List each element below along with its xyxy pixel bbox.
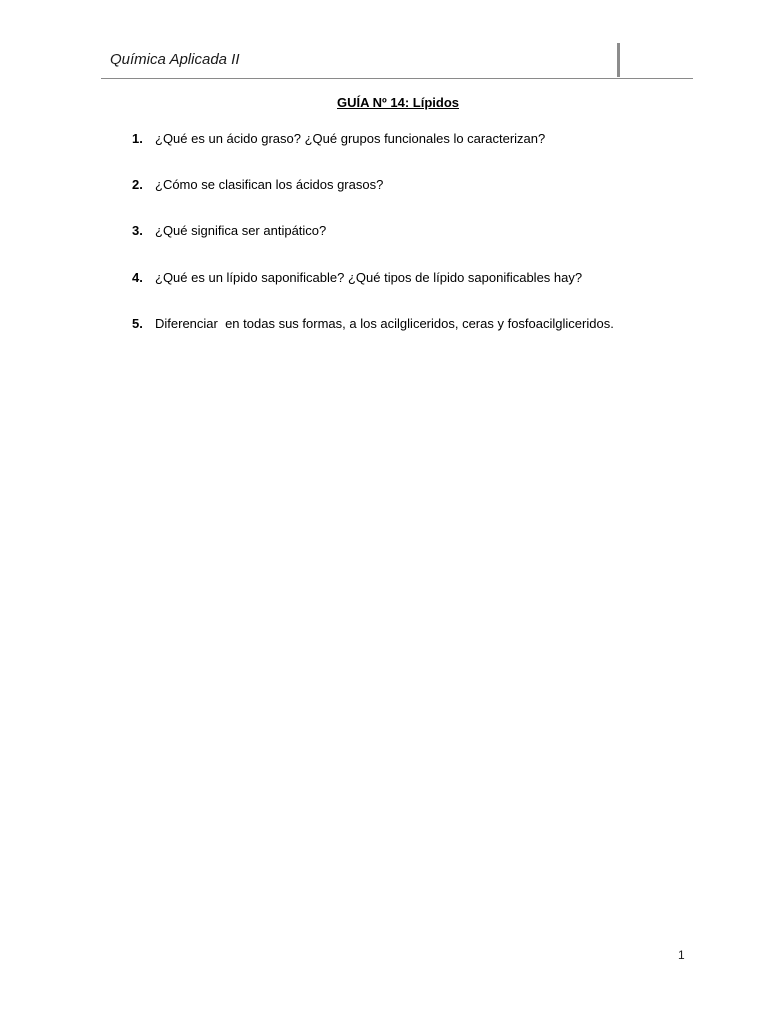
- question-number: 3.: [132, 223, 143, 238]
- question-item: [132, 270, 582, 285]
- header-title: Química Aplicada II: [110, 51, 240, 68]
- document-title: GUÍA Nº 14: Lípidos: [337, 95, 459, 110]
- question-text: ¿Qué es un lípido saponificable? ¿Qué tipos de lípido saponificables hay?: [155, 270, 583, 285]
- header-vertical-bar: [617, 43, 620, 77]
- question-number: 2.: [132, 177, 143, 192]
- question-text: Diferenciar en todas sus formas, a los acilgliceridos, ceras y fosfoacilgliceridos.: [155, 316, 614, 331]
- question-number: 5.: [132, 316, 143, 331]
- header-rule: [101, 78, 693, 79]
- page-number: 1: [678, 948, 685, 962]
- question-item: [132, 131, 545, 146]
- question-text: ¿Qué es un ácido graso? ¿Qué grupos funcionales lo caracterizan?: [155, 131, 546, 146]
- question-item: [132, 316, 614, 331]
- question-number: 1.: [132, 131, 143, 146]
- question-text: ¿Cómo se clasifican los ácidos grasos?: [155, 177, 384, 192]
- question-text: ¿Qué significa ser antipático?: [155, 223, 327, 238]
- question-item: [132, 223, 326, 238]
- question-item: [132, 177, 383, 192]
- question-number: 4.: [132, 270, 143, 285]
